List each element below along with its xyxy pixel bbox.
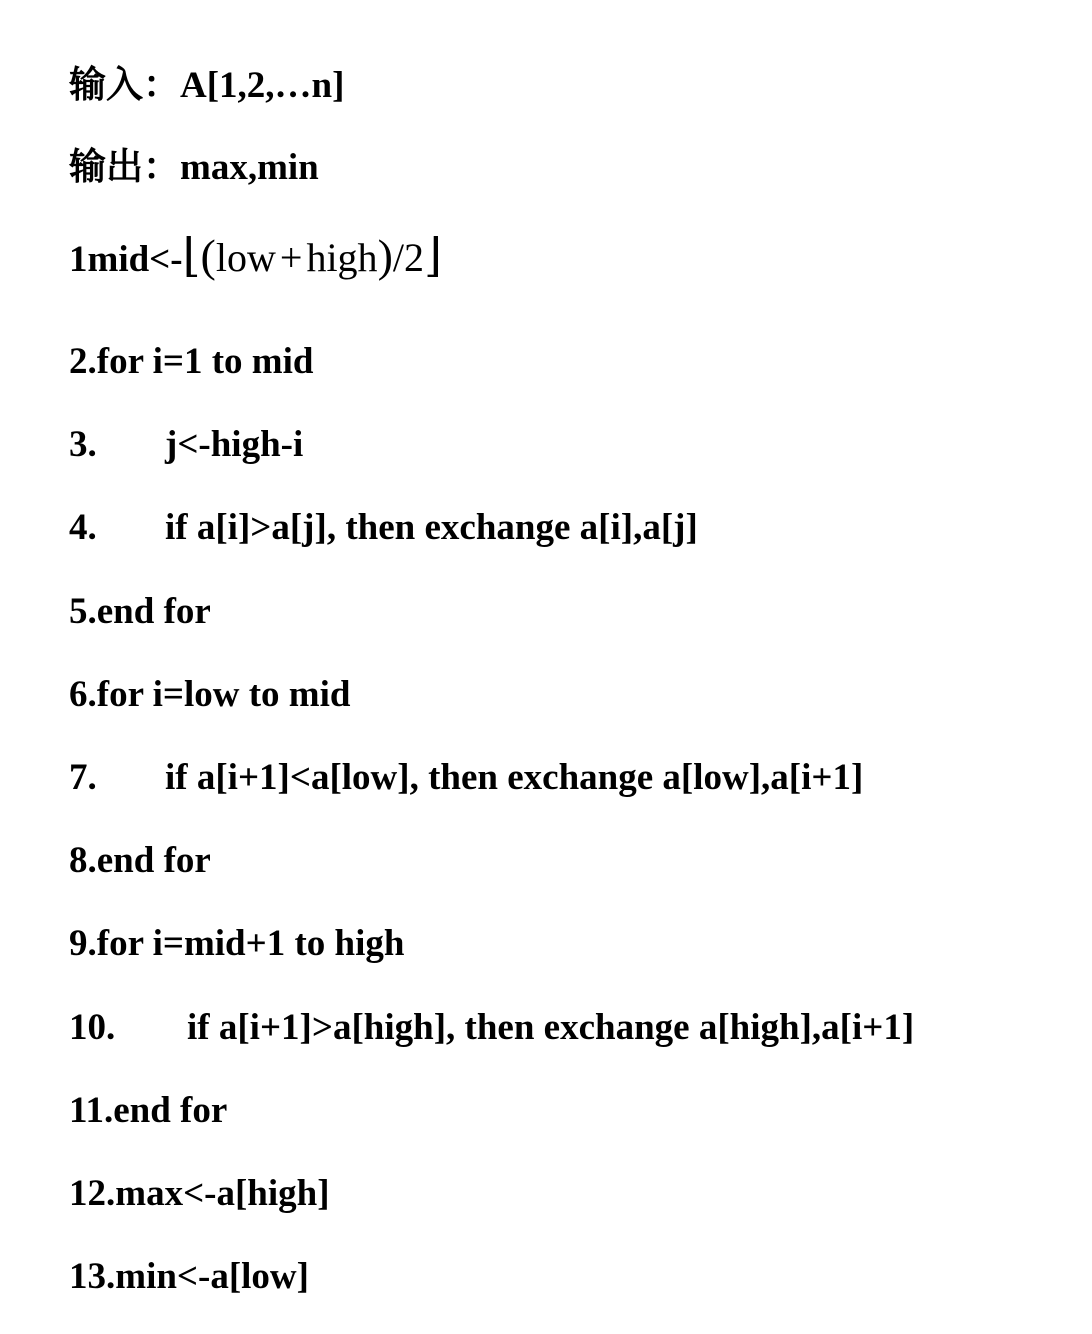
line-3-number: 3. [69, 424, 97, 465]
code-line-1 [32, 196, 442, 316]
line-8-text: 8.end for [69, 840, 211, 881]
formula-low: low [215, 235, 276, 280]
line-1-prefix: 1mid<- [69, 239, 183, 280]
line-7-text: if a[i+1]<a[low], then exchange a[low],a[i+1] [165, 757, 864, 798]
line-10-number: 10. [69, 1007, 116, 1048]
mid-formula [182, 230, 442, 281]
input-text: 输入：A[1,2,…n] [69, 65, 345, 106]
line-2-text: 2.for i=1 to mid [69, 341, 314, 382]
line-6-text: 6.for i=low to mid [69, 674, 351, 715]
line-4-number: 4. [69, 507, 97, 548]
line-7-number: 7. [69, 757, 97, 798]
line-3-text: j<-high-i [165, 424, 304, 465]
formula-divide: /2 [392, 235, 425, 280]
line-4-text: if a[i]>a[j], then exchange a[i],a[j] [165, 507, 698, 548]
right-paren: ) [377, 230, 393, 281]
line-5-text: 5.end for [69, 591, 211, 632]
line-9-text: 9.for i=mid+1 to high [69, 923, 405, 964]
output-text: 输出：max,min [69, 147, 319, 188]
line-10-text: if a[i+1]>a[high], then exchange a[high],a[i+1] [187, 1007, 915, 1048]
code-line-13 [32, 1221, 309, 1332]
line-11-text: 11.end for [69, 1090, 228, 1131]
left-floor-symbol: ⌊ [182, 230, 201, 281]
formula-high: high [306, 235, 378, 280]
left-paren: ( [200, 230, 216, 281]
line-13-text: 13.min<-a[low] [69, 1256, 309, 1297]
formula-plus: + [279, 235, 303, 280]
right-floor-symbol: ⌋ [424, 230, 442, 281]
line-12-text: 12.max<-a[high] [69, 1173, 330, 1214]
